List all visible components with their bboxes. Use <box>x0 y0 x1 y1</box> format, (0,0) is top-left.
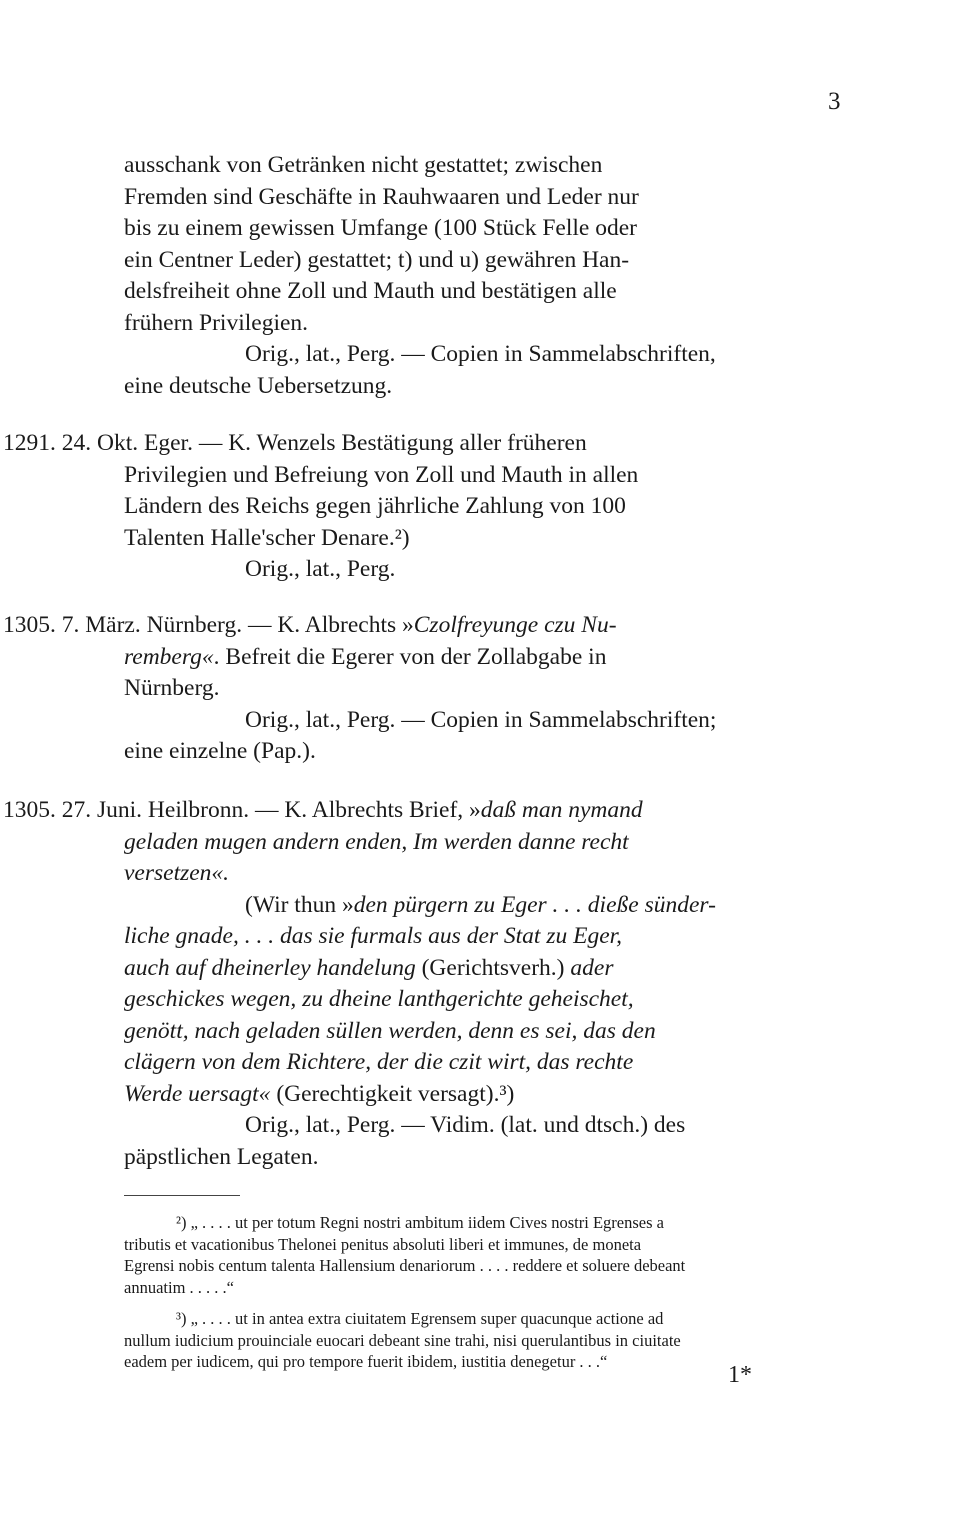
footnote-line: ²) „ . . . . ut per totum Regni nostri ambitum iidem Cives nostri Egrenses a <box>176 1213 664 1232</box>
text-line: Fremden sind Geschäfte in Rauhwaaren und Leder nur <box>124 183 639 210</box>
footnote-divider <box>124 1195 240 1196</box>
entry-1305-juni <box>3 795 848 1173</box>
text-line: geladen mugen andern enden, Im werden danne recht <box>124 828 629 855</box>
quote-line: genött, nach geladen süllen werden, denn es sei, das den <box>124 1017 656 1044</box>
text-line: ausschank von Getränken nicht gestattet; zwischen <box>124 152 603 178</box>
text-line: ein Centner Leder) gestattet; t) und u) gewähren Han- <box>124 246 630 273</box>
footnote-line: nullum iudicium prouinciale euocari debeant sine trahi, nisi querulantibus in ciuitate <box>124 1330 681 1350</box>
text-line: Privilegien und Befreiung von Zoll und Mauth in allen <box>124 461 639 488</box>
source-note-continuation: eine einzelne (Pap.). <box>124 738 316 764</box>
footnote-marker: ³) <box>176 1309 187 1328</box>
footnote-line: ³) „ . . . . ut in antea extra ciuitatem Egrensem super quacunque actione ad <box>176 1309 664 1328</box>
source-note: Orig., lat., Perg. <box>245 556 396 582</box>
quote-line: auch auf dheinerley handelung (Gerichtsverh.) ader <box>124 954 614 981</box>
text-line: Ländern des Reichs gegen jährliche Zahlung von 100 <box>124 493 626 519</box>
entry-block-continuation <box>124 150 848 402</box>
entry-heading-line: 1305. 27. Juni. Heilbronn. — K. Albrechts Brief, »daß man nymand <box>3 797 643 823</box>
footnote-line: eadem per iudicem, qui pro tempore fuerit ibidem, iustitia denegetur . . .“ <box>124 1352 608 1371</box>
text-line: versetzen«. <box>124 860 230 886</box>
source-note-continuation: päpstlichen Legaten. <box>124 1143 319 1170</box>
quote-line: (Wir thun »den pürgern zu Eger . . . dieße sünder- <box>245 891 716 918</box>
footnote-line: annuatim . . . . .“ <box>124 1277 234 1297</box>
signature-mark: 1* <box>728 1362 752 1388</box>
text-line: remberg«. Befreit die Egerer von der Zollabgabe in <box>124 643 607 670</box>
footnote-line: Egrensi nobis centum talenta Hallensium denariorum . . . . reddere et soluere debeant <box>124 1256 686 1275</box>
entry-heading-line: 1291. 24. Okt. Eger. — K. Wenzels Bestätigung aller früheren <box>3 430 587 456</box>
quote-line: geschickes wegen, zu dheine lanthgerichte geheischet, <box>124 986 634 1012</box>
text-line: bis zu einem gewissen Umfange (100 Stück Felle oder <box>124 215 637 241</box>
source-note: Orig., lat., Perg. — Vidim. (lat. und dtsch.) des <box>245 1112 686 1138</box>
footnote-marker: ²) <box>176 1213 187 1232</box>
footnote-2 <box>124 1212 848 1298</box>
entry-1305-maerz <box>3 610 848 768</box>
text-line: Talenten Halle'scher Denare.²) <box>124 524 410 551</box>
page-number: 3 <box>828 88 841 115</box>
text-line: delsfreiheit ohne Zoll und Mauth und bestätigen alle <box>124 278 617 304</box>
footnote-line: tributis et vacationibus Thelonei penitus absoluti liberi et immunes, de moneta <box>124 1234 642 1254</box>
source-note: Orig., lat., Perg. — Copien in Sammelabschriften, <box>245 341 716 367</box>
source-note-continuation: eine deutsche Uebersetzung. <box>124 372 393 399</box>
entry-heading-line: 1305. 7. März. Nürnberg. — K. Albrechts »Czolfreyunge czu Nu- <box>3 612 617 638</box>
source-note: Orig., lat., Perg. — Copien in Sammelabschriften; <box>245 706 717 733</box>
quote-line: liche gnade, . . . das sie furmals aus der Stat zu Eger, <box>124 923 623 949</box>
text-line: Nürnberg. <box>124 675 220 701</box>
quote-line: clägern von dem Richtere, der die czit wirt, das rechte <box>124 1049 634 1075</box>
text-line: frühern Privilegien. <box>124 309 309 336</box>
quote-line: Werde uersagt« (Gerechtigkeit versagt).³) <box>124 1080 515 1107</box>
entry-1291 <box>3 428 848 586</box>
